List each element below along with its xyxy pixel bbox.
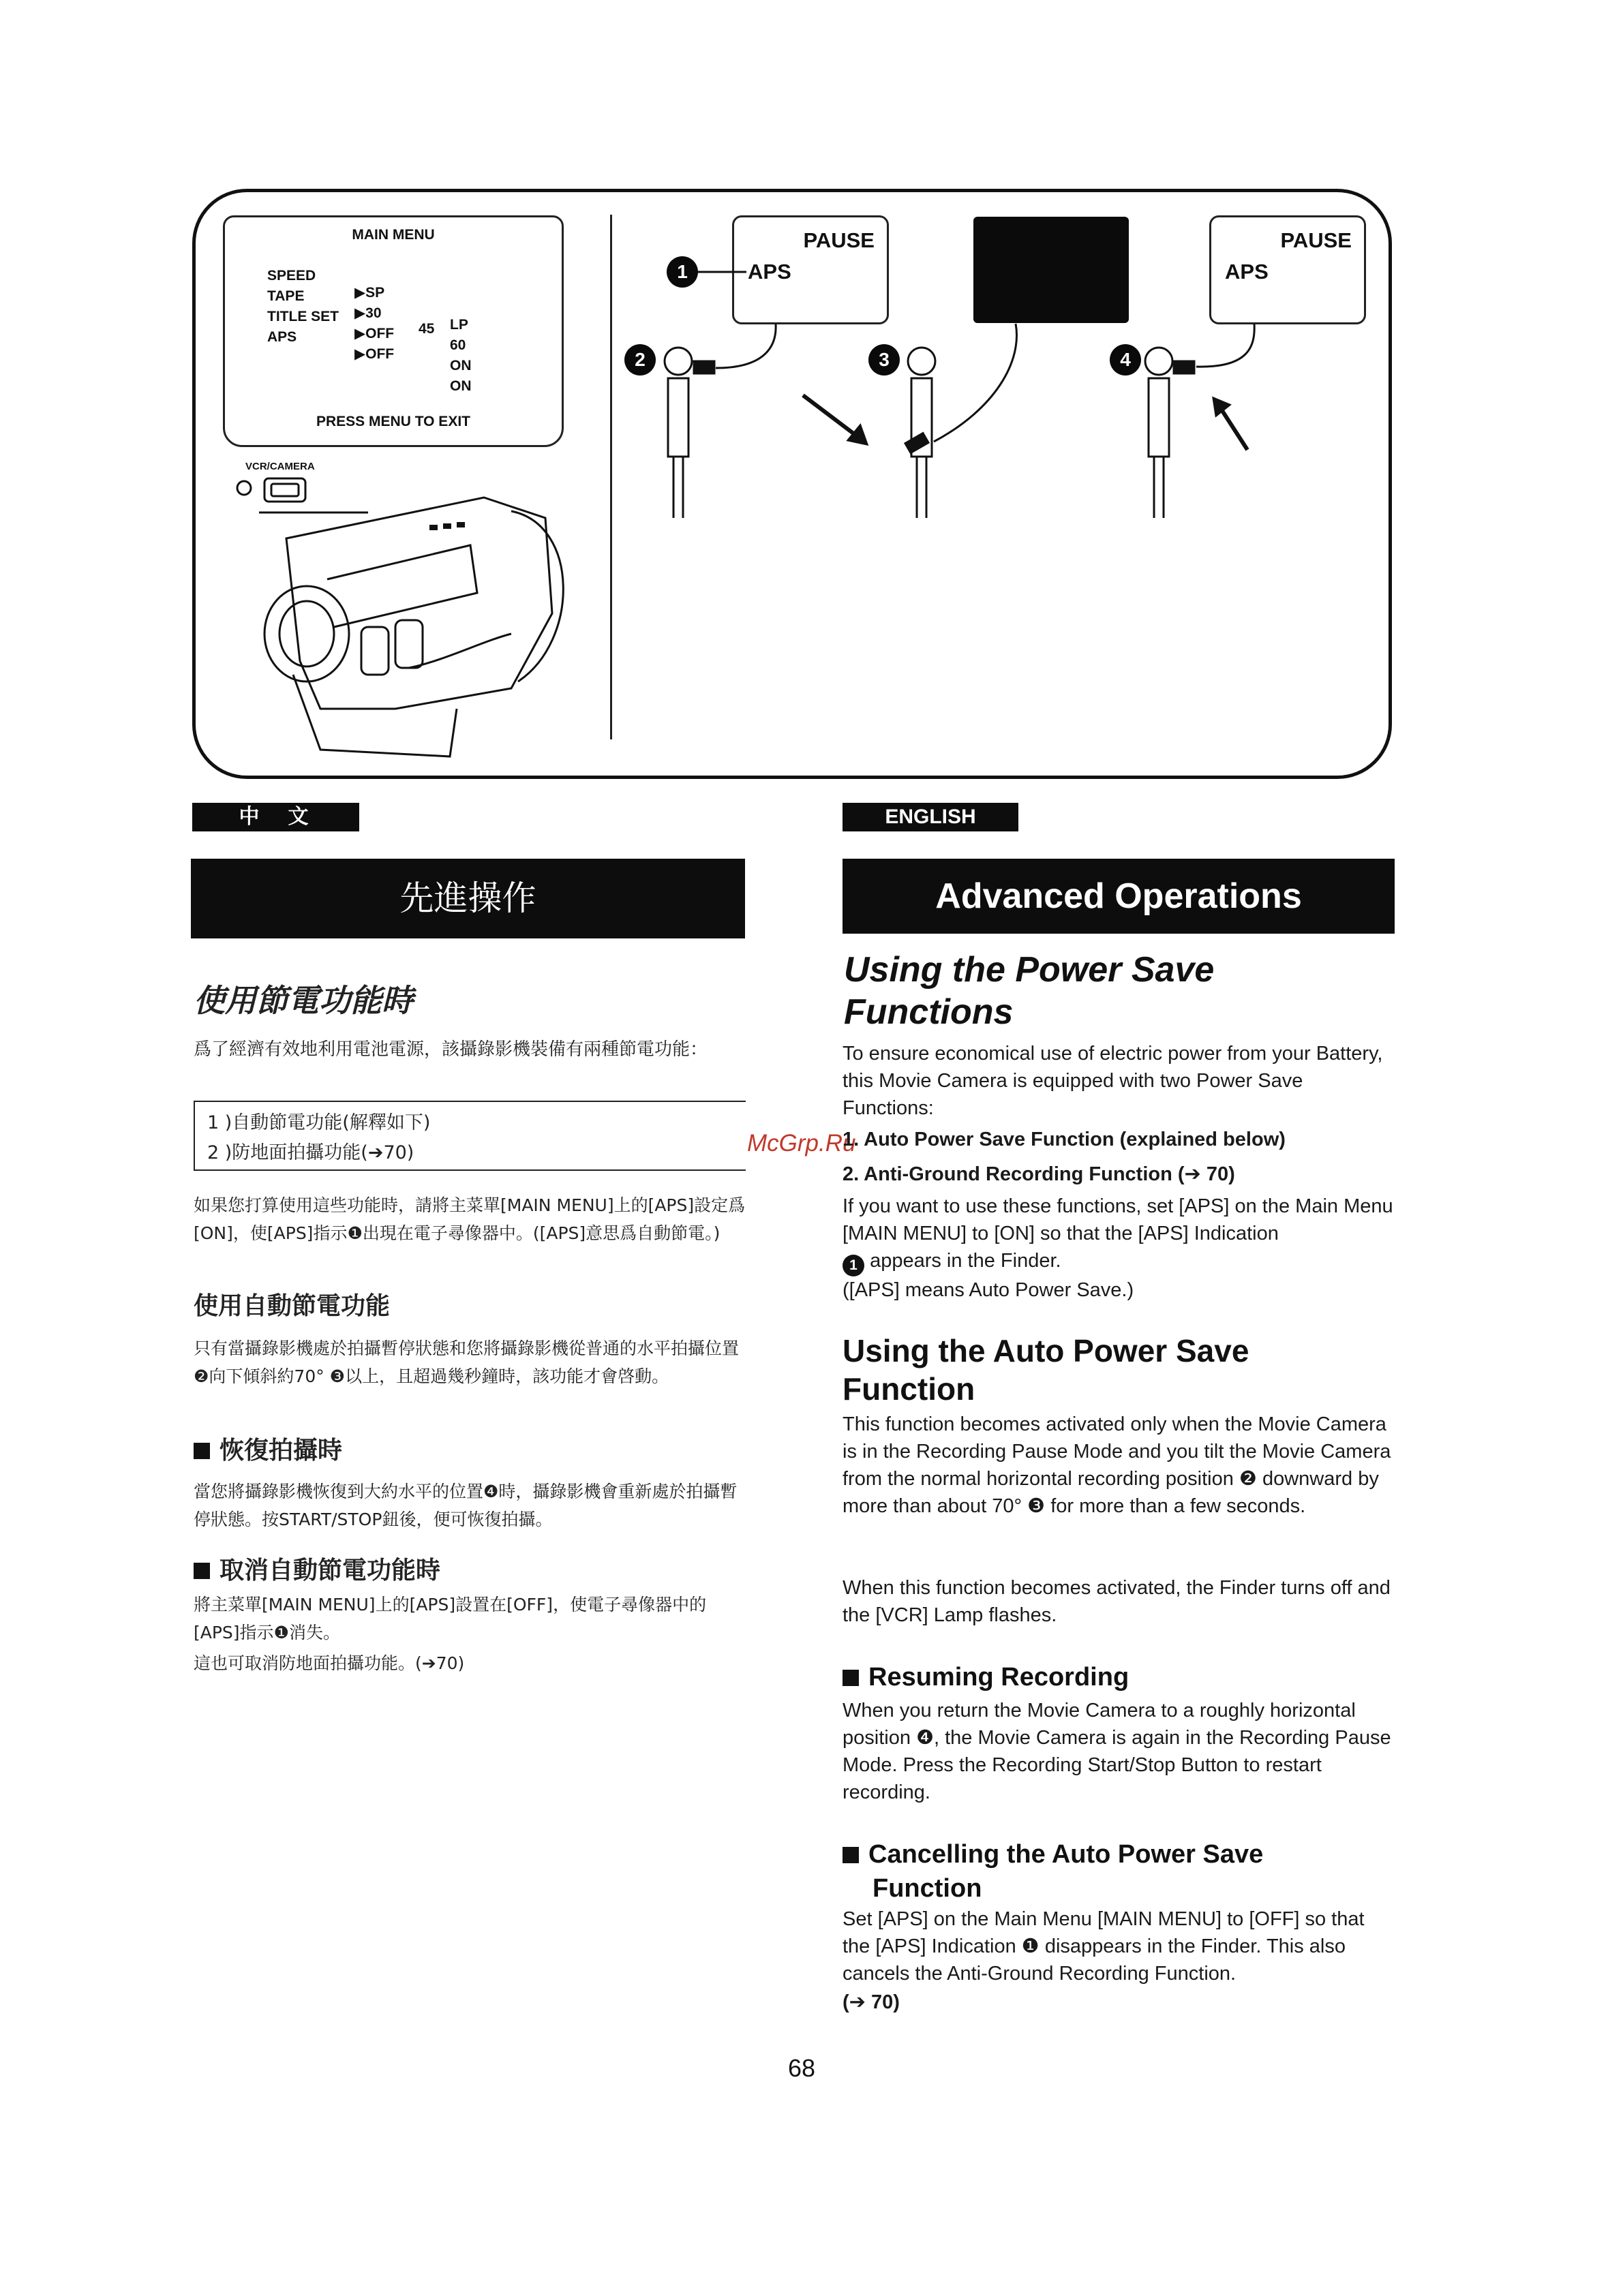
menu-title: MAIN MENU <box>352 227 435 243</box>
english-cancelling-text: Set [APS] on the Main Menu [MAIN MENU] to [OFF] so that the [APS] Indication ❶ disappears in the Finder. This also cancels the Anti-Ground Recording Function. <box>843 1908 1365 1985</box>
chinese-cancelling-note: 這也可取消防地面拍攝功能。(➔70) <box>194 1653 465 1673</box>
illustration-divider <box>610 215 612 739</box>
menu-row: SPEED ▶SP LP <box>267 268 468 333</box>
chinese-auto-power-save-text: 只有當攝錄影機處於拍攝暫停狀態和您將攝錄影機從普通的水平拍攝位置❷向下傾斜約70° ❸以上，且超過幾秒鐘時，該功能才會啓動。 <box>194 1338 740 1386</box>
english-auto-power-save-text: This function becomes activated only when the Movie Camera is in the Recording Pause Mode and you tilt the Movie Camera from the normal horizontal recording position ❷ downward by more than about 70° ❸ for more than a few seconds. <box>843 1413 1391 1517</box>
chinese-function-list <box>194 1101 746 1171</box>
english-set-aps-text: If you want to use these functions, set [APS] on the Main Menu [MAIN MENU] to [ON] so that the [APS] Indication 1 appears in the Finder. ([APS] means Auto Power Save.) <box>843 1195 1393 1301</box>
chinese-title: 先進操作 <box>191 859 745 938</box>
chinese-heading-cancelling: 取消自動節電功能時 <box>194 1551 440 1586</box>
marker-2: 2 <box>624 344 656 376</box>
chinese-section-label: 中 文 <box>192 803 359 831</box>
bullet-square-icon <box>843 1847 859 1863</box>
movie-camera-drawing <box>225 463 607 784</box>
menu-row: APS ▶OFF ON <box>267 329 472 394</box>
list-item: 1 )自動節電功能(解釋如下) <box>207 1112 431 1133</box>
indicator-1-icon: 1 <box>843 1255 864 1276</box>
english-section-label: ENGLISH <box>843 803 1018 831</box>
marker-4: 4 <box>1110 344 1141 376</box>
chinese-heading-resuming: 恢復拍攝時 <box>194 1431 342 1466</box>
chinese-set-aps-text: 如果您打算使用這些功能時，請將主菜單[MAIN MENU]上的[APS]設定爲[ON]，使[APS]指示❶出現在電子尋像器中。([APS]意思爲自動節電。) <box>194 1195 746 1243</box>
english-heading-auto-power-save: Using the Auto Power Save Function <box>843 1333 1249 1407</box>
chinese-heading-auto-power-save: 使用自動節電功能 <box>194 1292 391 1320</box>
finder-display-pause-aps-resumed: PAUSE APS <box>1209 215 1366 324</box>
marker-3: 3 <box>868 344 900 376</box>
page-number: 68 <box>788 2054 816 2082</box>
chinese-cancelling-text: 將主菜單[MAIN MENU]上的[APS]設置在[OFF]，使電子尋像器中的[APS]指示❶消失。 <box>194 1595 707 1642</box>
menu-row: TAPE ▶30 45 60 <box>267 288 466 353</box>
english-heading-cancelling-cont: Function <box>873 1874 982 1903</box>
menu-row: TITLE SET ▶OFF ON <box>267 309 472 373</box>
main-menu-screen <box>223 215 564 447</box>
bullet-square-icon <box>843 1670 859 1686</box>
chinese-intro: 爲了經濟有效地利用電池電源，該攝錄影機裝備有兩種節電功能： <box>194 1039 708 1060</box>
menu-exit-text: PRESS MENU TO EXIT <box>316 414 470 429</box>
english-list-item-1: 1. Auto Power Save Function (explained below) <box>843 1129 1286 1150</box>
english-cancelling-ref: (➔ 70) <box>843 1991 900 2013</box>
list-item: 2 )防地面拍攝功能(➔70) <box>207 1142 414 1163</box>
vcr-camera-switch-label: VCR/CAMERA <box>245 461 315 472</box>
english-intro: To ensure economical use of electric power from your Battery, this Movie Camera is equipped with two Power Save Functions: <box>843 1043 1383 1119</box>
english-list-item-2: 2. Anti-Ground Recording Function (➔ 70) <box>843 1163 1235 1185</box>
tilt-sequence-drawing <box>613 259 1391 532</box>
marker-1: 1 <box>667 256 698 288</box>
english-title: Advanced Operations <box>843 859 1395 934</box>
bullet-square-icon <box>194 1443 210 1459</box>
english-heading-resuming: Resuming Recording <box>843 1663 1129 1692</box>
english-heading-cancelling: Cancelling the Auto Power Save <box>843 1840 1263 1869</box>
english-heading-power-save: Using the Power Save Functions <box>844 950 1215 1032</box>
chinese-heading-power-save: 使用節電功能時 <box>194 982 413 1019</box>
bullet-square-icon <box>194 1563 210 1579</box>
finder-display-pause-aps: PAUSE APS <box>732 215 889 324</box>
english-finder-note: When this function becomes activated, the Finder turns off and the [VCR] Lamp flashes. <box>843 1577 1391 1626</box>
chinese-resuming-text: 當您將攝錄影機恢復到大約水平的位置❹時，攝錄影機會重新處於拍攝暫停狀態。按START/STOP鈕後，便可恢復拍攝。 <box>194 1482 738 1529</box>
english-resuming-text: When you return the Movie Camera to a roughly horizontal position ❹, the Movie Camera is again in the Recording Pause Mode. Press the Recording Start/Stop Button to restart recording. <box>843 1700 1391 1803</box>
watermark: McGrp.Ru <box>747 1130 856 1157</box>
